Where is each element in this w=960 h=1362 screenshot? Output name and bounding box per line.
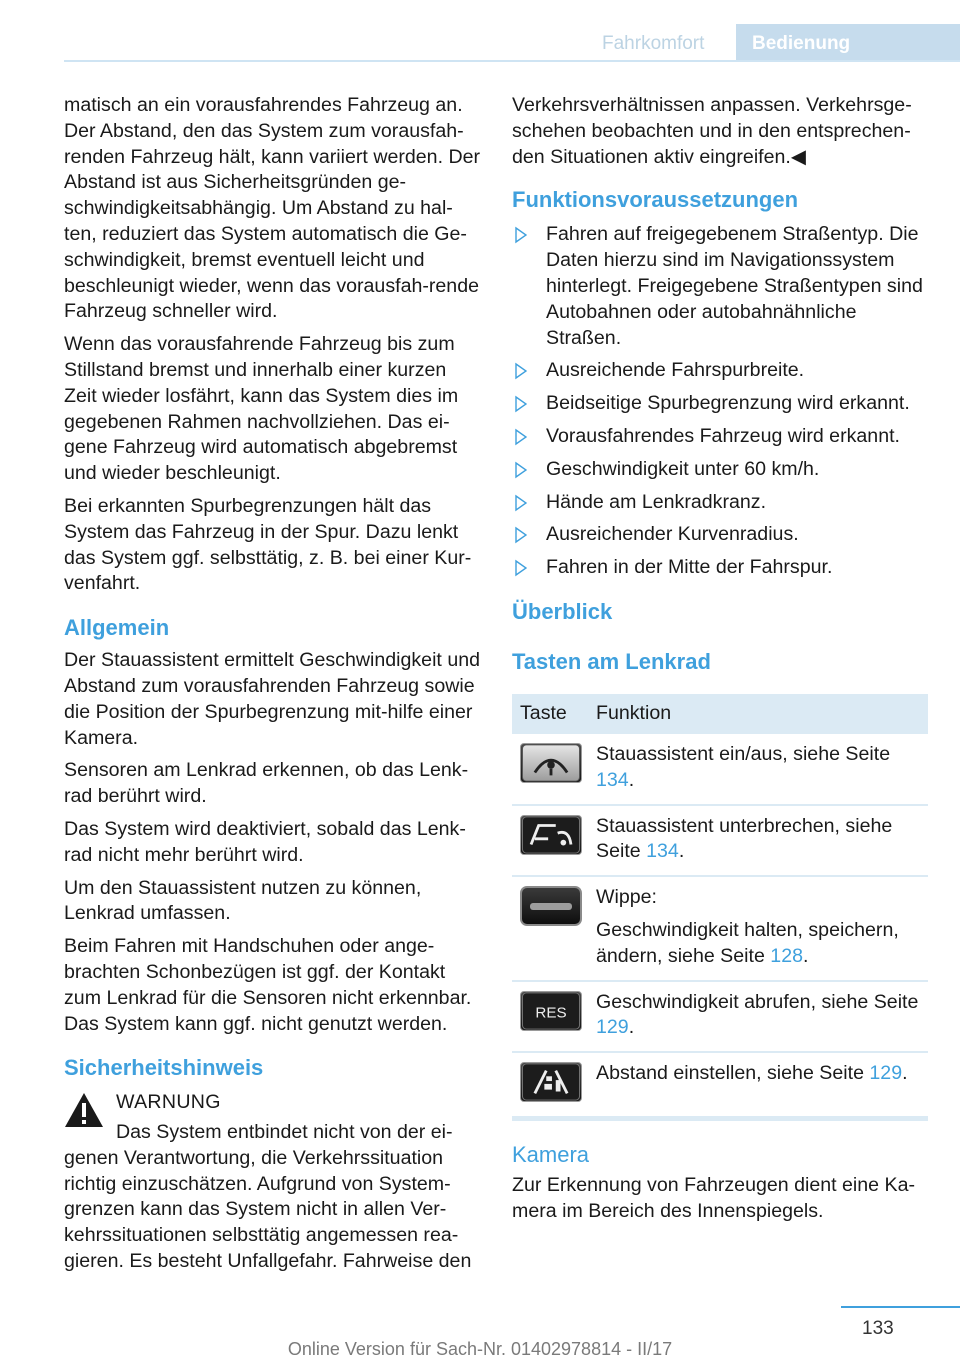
table-row <box>512 805 928 877</box>
table-cell-text: Stauassistent unterbrechen, siehe Seite <box>596 814 893 863</box>
heading-allgemein: Allgemein <box>64 615 170 641</box>
heading-tasten-am-lenkrad: Tasten am Lenkrad <box>512 648 711 674</box>
heading-sicherheitshinweis: Sicherheitshinweis <box>64 1055 264 1081</box>
list-item <box>512 490 928 516</box>
list-item-text: Fahren in der Mitte der Fahrspur. <box>546 556 833 579</box>
table-cell-text: Geschwindigkeit abrufen, siehe Seite <box>596 990 919 1013</box>
heading-ueberblick: Überblick <box>512 598 613 624</box>
page-reference-link[interactable]: 134 <box>596 768 629 791</box>
table-row <box>512 876 928 980</box>
steering-assist-icon <box>520 743 582 783</box>
page-number: 133 <box>862 1318 894 1339</box>
res-button-icon <box>520 991 582 1031</box>
heading-funktionsvoraussetzungen: Funktionsvoraussetzungen <box>512 187 799 213</box>
right-column <box>512 93 928 1232</box>
table-cell-punct: . <box>678 840 685 863</box>
list-item-text: Ausreichender Kurvenradius. <box>546 523 799 546</box>
table-cell-text: Stauassistent ein/aus, siehe Seite <box>596 742 891 765</box>
list-item <box>512 391 928 417</box>
page-reference-link[interactable]: 129 <box>596 1016 629 1039</box>
body-paragraph: Das System wird deaktiviert, sobald das Lenk-rad nicht mehr berührt wird. <box>64 817 466 866</box>
page-reference-link[interactable]: 129 <box>869 1062 903 1085</box>
list-item <box>512 522 928 548</box>
bullet-triangle-icon <box>515 362 527 380</box>
warning-box <box>64 1090 482 1275</box>
table-cell-text: Abstand einstellen, siehe Seite <box>596 1062 870 1085</box>
body-paragraph: Beim Fahren mit Handschuhen oder ange-brachten Schonbezügen ist ggf. der Kontakt zum Lenkrad für die Sensoren nicht erkennbar. Das System kann ggf. nicht genutzt werden. <box>64 935 472 1035</box>
list-item <box>512 457 928 483</box>
table-cell-punct: . <box>628 768 635 791</box>
body-paragraph: Der Stauassistent ermittelt Geschwindigkeit und Abstand zum vorausfahrenden Fahrzeug sowie die Position der Spurbegrenzung mit-hilfe einer Kamera. <box>64 649 481 749</box>
table-row <box>512 1052 928 1110</box>
assist-interrupt-icon <box>520 815 582 855</box>
list-item <box>512 358 928 384</box>
rocker-switch-icon <box>520 886 582 926</box>
list-item-text: Beidseitige Spurbegrenzung wird erkannt. <box>546 392 910 415</box>
table-cell-label: Wippe: <box>596 886 657 909</box>
body-paragraph: matisch an ein vorausfahrendes Fahrzeug an. Der Abstand, den das System zum vorausfah-renden Fahrzeug hält, kann variiert werden. Der Abstand ist aus Sicherheitsgründen ge-schwindigkeitsabhängig. Um Abstand zu hal-ten, reduziert das System automatisch die Ge-schwindigkeit, bremst eventuell leicht und beschleunigt wieder, wenn das vorausfah-rende Fahrzeug schneller wird. <box>64 94 481 323</box>
warning-label: WARNUNG <box>116 1091 221 1114</box>
list-item-text: Fahren auf freigegebenem Straßentyp. Die Daten hierzu sind im Navigationssystem hinterlegt. Freigegebene Straßentypen sind Autobahnen oder autobahnähnliche Straßen. <box>546 223 923 349</box>
bullet-triangle-icon <box>515 494 527 512</box>
list-item <box>512 424 928 450</box>
table-cell-punct: . <box>902 1062 908 1085</box>
page-reference-link[interactable]: 128 <box>770 944 803 967</box>
list-item-text: Hände am Lenkradkranz. <box>546 490 767 513</box>
bullet-triangle-icon <box>515 428 527 446</box>
table-cell-text: Geschwindigkeit halten, speichern, ändern, siehe Seite <box>596 918 899 967</box>
table-row <box>512 981 928 1053</box>
list-item-text: Geschwindigkeit unter 60 km/h. <box>546 457 820 480</box>
header-chapter-tab: Bedienung <box>736 24 960 62</box>
distance-icon <box>520 1062 582 1102</box>
online-version-note: Online Version für Sach-Nr. 01402978814 - II/17 <box>287 1339 673 1359</box>
body-paragraph: Verkehrsverhältnissen anpassen. Verkehrsge-schehen beobachten und in den entsprechen-den Situationen aktiv eingreifen.◀ <box>512 94 912 168</box>
header-rule <box>64 60 960 62</box>
list-item <box>512 222 928 351</box>
body-paragraph: Wenn das vorausfahrende Fahrzeug bis zum Stillstand bremst und innerhalb einer kurzen Zeit wieder losfährt, kann das System dies im gegebenen Rahmen nachvollziehen. Das ei-gene Fahrzeug wird automatisch abgebremst und wieder beschleunigt. <box>64 333 459 485</box>
bullet-triangle-icon <box>515 461 527 479</box>
bullet-triangle-icon <box>515 395 527 413</box>
bullet-triangle-icon <box>515 526 527 544</box>
footer-rule <box>841 1306 960 1308</box>
table-bottom-rule <box>512 1116 928 1121</box>
table-row <box>512 734 928 805</box>
table-header-function: Funktion <box>588 694 928 734</box>
table-header-key: Taste <box>512 694 588 734</box>
bullet-triangle-icon <box>515 226 527 244</box>
page-reference-link[interactable]: 134 <box>646 840 679 863</box>
table-cell-punct: . <box>628 1016 635 1039</box>
body-paragraph: Bei erkannten Spurbegrenzungen hält das System das Fahrzeug in der Spur. Dazu lenkt das System ggf. selbsttätig, z. B. bei einer Kur-venfahrt. <box>64 494 472 595</box>
warning-text: Das System entbindet nicht von der ei-genen Verantwortung, die Verkehrssituation richtig einzuschätzen. Aufgrund von System-grenzen kann das System nicht in allen Ver-kehrssituationen selbsttätig angemessen rea-gieren. Es besteht Unfallgefahr. Fahrweise den <box>64 1121 472 1273</box>
list-item-text: Ausreichende Fahrspurbreite. <box>546 359 805 382</box>
body-paragraph: Um den Stauassistent nutzen zu können, Lenkrad umfassen. <box>64 876 422 925</box>
steering-keys-table <box>512 694 928 1110</box>
bullet-triangle-icon <box>515 559 527 577</box>
list-item <box>512 555 928 581</box>
conditions-list <box>512 222 928 581</box>
res-button-label: RES <box>535 1004 567 1022</box>
body-paragraph: Sensoren am Lenkrad erkennen, ob das Lenk-rad berührt wird. <box>64 759 469 808</box>
list-item-text: Vorausfahrendes Fahrzeug wird erkannt. <box>546 424 900 447</box>
left-column <box>64 93 482 1275</box>
heading-kamera: Kamera <box>512 1142 590 1168</box>
body-paragraph: Zur Erkennung von Fahrzeugen dient eine Ka-mera im Bereich des Innenspiegels. <box>512 1174 916 1222</box>
warning-triangle-icon <box>64 1092 104 1128</box>
header-section-label: Fahrkomfort <box>602 33 705 54</box>
table-cell-punct: . <box>803 944 809 967</box>
